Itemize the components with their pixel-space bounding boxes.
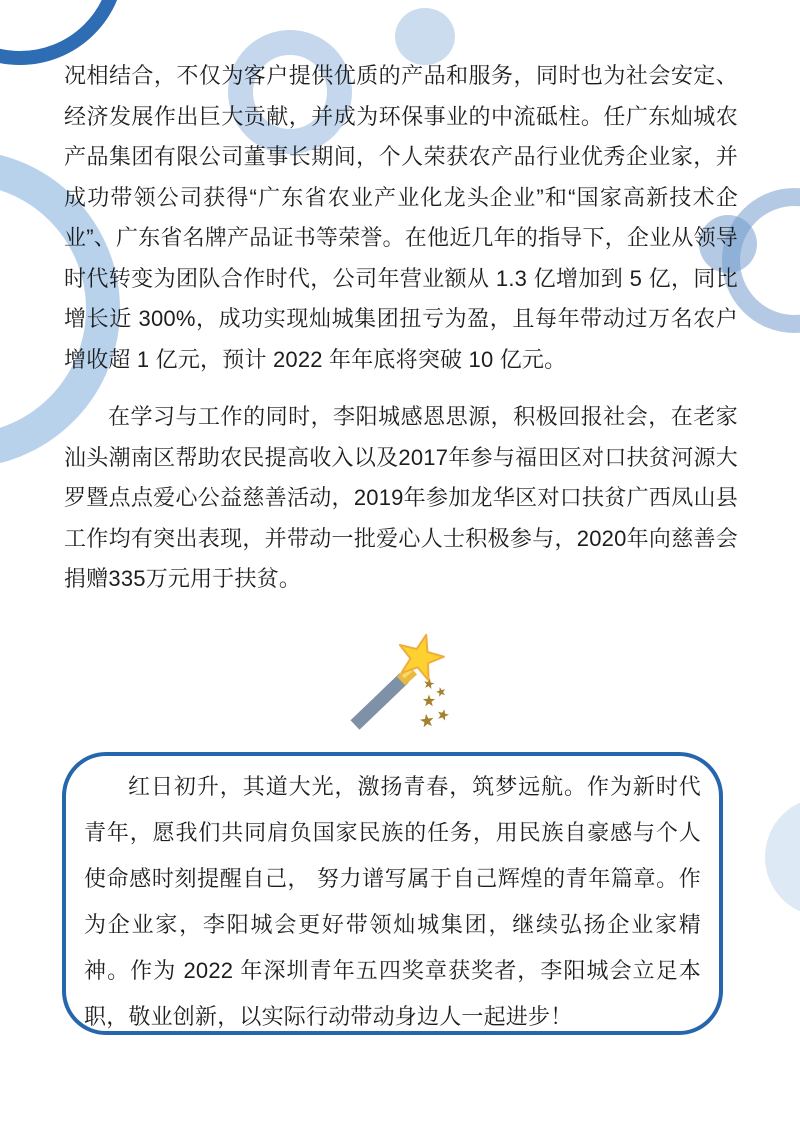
callout-box xyxy=(62,752,723,1035)
paragraph-philanthropy: 在学习与工作的同时，李阳城感恩思源，积极回报社会，在老家汕头潮南区帮助农民提高收入以及2017年参与福田区对口扶贫河源大罗暨点点爱心公益慈善活动，2019年参加龙华区对口扶贫广西凤山县工作均有突出表现，并带动一批爱心人士积极参与，2020年向慈善会捐赠335万元用于扶贫。 xyxy=(64,404,738,591)
callout-text: 红日初升，其道大光，激扬青春，筑梦远航。作为新时代青年，愿我们共同肩负国家民族的任务，用民族自豪感与个人使命感时刻提醒自己， 努力谱写属于自己辉煌的青年篇章。作为企业家，李阳城会更好带领灿城集团，继续弘扬企业家精神。作为 2022 年深圳青年五四奖章获奖者，李阳城会立足本职，敬业创新，以实际行动带动身边人一起进步！ xyxy=(84,774,701,1029)
paragraph-achievements: 况相结合，不仅为客户提供优质的产品和服务，同时也为社会安定、经济发展作出巨大贡献，并成为环保事业的中流砥柱。任广东灿城农产品集团有限公司董事长期间，个人荣获农产品行业优秀企业家，并成功带领公司获得“广东省农业产业化龙头企业”和“国家高新技术企业”、广东省名牌产品证书等荣誉。在他近几年的指导下，企业从领导时代转变为团队合作时代，公司年营业额从 1.3 亿增加到 5 亿，同比增长近 300%，成功实现灿城集团扭亏为盈，且每年带动过万名农户增收超 1 亿元，预计 2022 年年底将突破 10 亿元。 xyxy=(64,63,738,372)
circle-right-decoration xyxy=(765,797,800,917)
document-body xyxy=(64,56,738,600)
magic-wand-icon xyxy=(345,622,465,742)
